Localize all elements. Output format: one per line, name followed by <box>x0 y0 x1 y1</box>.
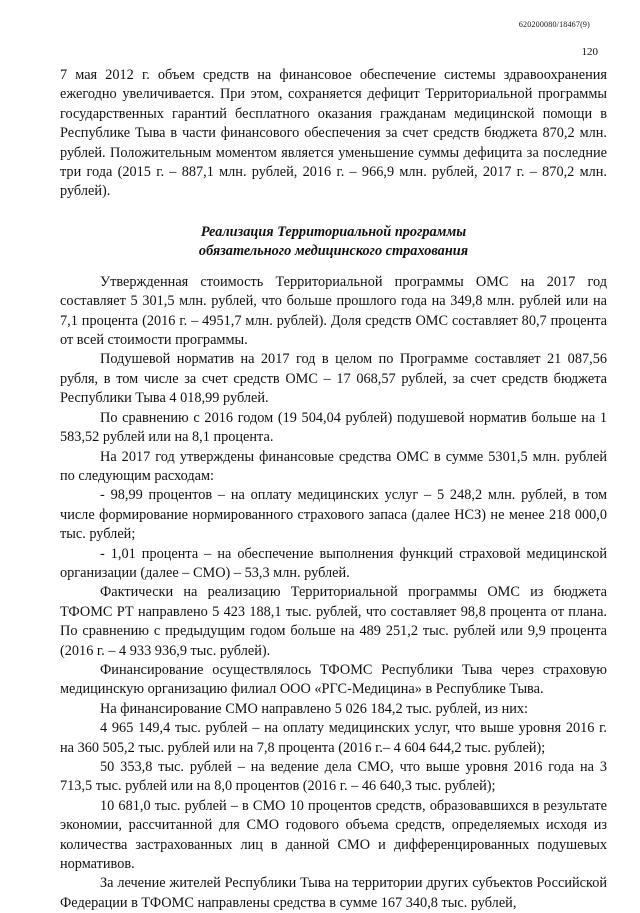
paragraph: Фактически на реализацию Территориальной программы ОМС из бюджета ТФОМС РТ направлено 5 423 188,1 тыс. рублей, что составляет 98,8 процента от плана. По сравнению с предыдущим годом больше на 489 251,2 тыс. рублей или 9,9 процента (2016 г. – 4 933 936,9 тыс. рублей). <box>60 584 607 659</box>
document-body <box>60 66 607 913</box>
paragraph: Финансирование осуществлялось ТФОМС Республики Тыва через страховую медицинскую организацию филиал ООО «РГС-Медицина» в Республике Тыва. <box>60 661 607 698</box>
list-item: - 98,99 процентов – на оплату медицинских услуг – 5 248,2 млн. рублей, в том числе формирование нормированного страхового запаса (далее НСЗ) не менее 218 000,0 тыс. рублей; <box>60 487 607 543</box>
paragraph: За лечение жителей Республики Тыва на территории других субъектов Российской Федерации в ТФОМС направлены средства в сумме 167 340,8 тыс. рублей, <box>60 875 607 911</box>
paragraph: Утвержденная стоимость Территориальной программы ОМС на 2017 год составляет 5 301,5 млн. рублей, что больше прошлого года на 349,8 млн. рублей или на 7,1 процента (2016 г. – 4951,7 млн. рублей). Доля средств ОМС составляет 80,7 процента от всей стоимости программы. <box>60 273 607 349</box>
intro-paragraph: 7 мая 2012 г. объем средств на финансовое обеспечение системы здравоохранения ежегодно увеличивается. При этом, сохраняется дефицит Территориальной программы государственных гарантий бесплатного оказания гражданам медицинской помощи в Республике Тыва в части финансового обеспечения за счет средств бюджета 870,2 млн. рублей. Положительным моментом является уменьшение суммы дефицита за последние три года (2015 г. – 887,1 млн. рублей, 2016 г. – 966,9 млн. рублей, 2017 г. – 870,2 млн. рублей). <box>60 67 607 200</box>
paragraph: 4 965 149,4 тыс. рублей – на оплату медицинских услуг, что выше уровня 2016 г. на 360 505,2 тыс. рублей или на 7,8 процента (2016 г.– 4 604 644,2 тыс. рублей); <box>60 720 607 756</box>
document-id: 620200080/18467(9) <box>518 20 590 29</box>
paragraph: 10 681,0 тыс. рублей – в СМО 10 процентов средств, образовавшихся в результате экономии, рассчитанной для СМО годового объема средств, определяемых исходя из количества застрахованных лиц в данной СМО и дифференцированных подушевых нормативов. <box>60 797 607 873</box>
paragraph: На финансирование СМО направлено 5 026 184,2 тыс. рублей, из них: <box>100 700 528 717</box>
section-heading <box>60 223 607 261</box>
list-item: - 1,01 процента – на обеспечение выполнения функций страховой медицинской организации (далее – СМО) – 53,3 млн. рублей. <box>60 545 607 581</box>
paragraph: На 2017 год утверждены финансовые средства ОМС в сумме 5301,5 млн. рублей по следующим расходам: <box>60 448 607 484</box>
paragraph: 50 353,8 тыс. рублей – на ведение дела СМО, что выше уровня 2016 года на 3 713,5 тыс. рублей или на 8,0 процентов (2016 г. – 46 640,3 тыс. рублей); <box>60 759 607 795</box>
section-heading-line-1: Реализация Территориальной программы <box>200 223 467 240</box>
page-number: 120 <box>581 46 598 58</box>
paragraph: Подушевой норматив на 2017 год в целом по Программе составляет 21 087,56 рубля, в том числе за счет средств ОМС – 17 068,57 рублей, за счет средств бюджета Республики Тыва 4 018,99 рублей. <box>60 351 607 407</box>
section-heading-line-2: обязательного медицинского страхования <box>198 242 469 259</box>
paragraph: По сравнению с 2016 годом (19 504,04 рублей) подушевой норматив больше на 1 583,52 рублей или на 8,1 процента. <box>60 409 607 446</box>
